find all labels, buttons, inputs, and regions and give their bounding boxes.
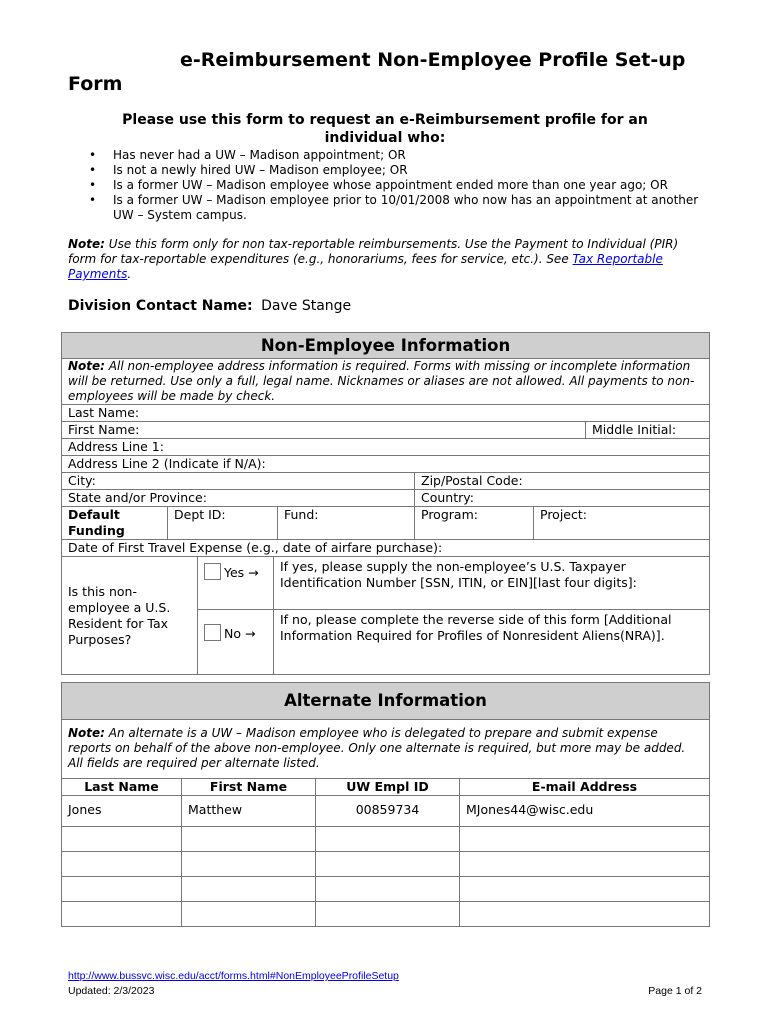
no-instructions: If no, please complete the reverse side of this form [Additional Information Required for Profiles of Nonresident Aliens(NRA)]. — [274, 610, 710, 675]
first-travel-field[interactable]: Date of First Travel Expense (e.g., date of airfare purchase): — [62, 540, 710, 557]
middle-initial-field[interactable]: Middle Initial: — [586, 422, 710, 439]
table-row — [62, 877, 710, 902]
footer-updated: Updated: 2/3/2023 — [68, 985, 155, 997]
dept-id-field[interactable]: Dept ID: — [168, 507, 278, 540]
division-contact — [68, 298, 351, 314]
alt-cell[interactable] — [62, 827, 182, 852]
alt-cell[interactable] — [460, 827, 710, 852]
col-last-name: Last Name — [62, 779, 182, 796]
table-row — [62, 902, 710, 927]
contact-label: Division Contact Name: — [68, 298, 253, 314]
state-field[interactable]: State and/or Province: — [62, 490, 415, 507]
non-employee-note — [62, 359, 710, 405]
alt-cell[interactable] — [182, 827, 316, 852]
alt-cell[interactable] — [460, 902, 710, 927]
form-title: e-Reimbursement Non-Employee Profile Set-up Form — [68, 49, 686, 95]
no-option[interactable] — [198, 610, 274, 675]
no-checkbox[interactable] — [204, 624, 221, 641]
tax-reportable-link[interactable]: Tax Reportable Payments — [68, 252, 663, 281]
alt-cell[interactable] — [182, 902, 316, 927]
col-email: E-mail Address — [460, 779, 710, 796]
col-first-name: First Name — [182, 779, 316, 796]
list-item: • Is a former UW – Madison employee prior to 10/01/2008 who now has an appointment at another UW – System campus. — [68, 193, 718, 223]
alt-cell[interactable] — [62, 877, 182, 902]
address-line-1-field[interactable]: Address Line 1: — [62, 439, 710, 456]
note-end: . — [127, 267, 132, 281]
alternate-note — [62, 720, 710, 779]
col-empl-id: UW Empl ID — [316, 779, 460, 796]
project-field[interactable]: Project: — [534, 507, 710, 540]
alt-cell[interactable] — [316, 852, 460, 877]
note-label: Note: — [68, 726, 105, 740]
no-label: No → — [224, 626, 256, 641]
table-row — [62, 796, 710, 827]
usage-note — [68, 237, 698, 282]
alt-last-name[interactable]: Jones — [62, 796, 182, 827]
yes-instructions: If yes, please supply the non-employee’s U.S. Taxpayer Identification Number [SSN, ITIN, or EIN][last four digits]: — [274, 557, 710, 610]
list-item: • Has never had a UW – Madison appointment; OR — [68, 148, 718, 163]
alternate-table — [61, 682, 710, 927]
note-label: Note: — [68, 237, 105, 251]
alt-email[interactable]: MJones44@wisc.edu — [460, 796, 710, 827]
alt-cell[interactable] — [316, 827, 460, 852]
alt-cell[interactable] — [316, 877, 460, 902]
alt-cell[interactable] — [62, 902, 182, 927]
footer-url-link[interactable]: http://www.bussvc.wisc.edu/acct/forms.html#NonEmployeeProfileSetup — [68, 970, 399, 982]
alt-first-name[interactable]: Matthew — [182, 796, 316, 827]
list-item: • Is not a newly hired UW – Madison employee; OR — [68, 163, 718, 178]
yes-label: Yes → — [224, 565, 259, 580]
page-number: Page 1 of 2 — [648, 985, 702, 997]
program-field[interactable]: Program: — [415, 507, 534, 540]
yes-checkbox[interactable] — [204, 563, 221, 580]
last-name-field[interactable]: Last Name: — [62, 405, 710, 422]
alternate-heading: Alternate Information — [62, 683, 710, 720]
alt-cell[interactable] — [460, 852, 710, 877]
eligibility-list — [68, 148, 718, 223]
non-employee-table — [61, 332, 710, 675]
note-text: An alternate is a UW – Madison employee who is delegated to prepare and submit expense reports on behalf of the above non-employee. Only one alternate is required, but more may be added. All fields are required per alternate listed. — [68, 726, 686, 770]
address-line-2-field[interactable]: Address Line 2 (Indicate if N/A): — [62, 456, 710, 473]
resident-question: Is this non-employee a U.S. Resident for Tax Purposes? — [62, 557, 198, 675]
alt-cell[interactable] — [62, 852, 182, 877]
country-field[interactable]: Country: — [415, 490, 710, 507]
alt-cell[interactable] — [460, 877, 710, 902]
fund-field[interactable]: Fund: — [278, 507, 415, 540]
alt-cell[interactable] — [316, 902, 460, 927]
note-label: Note: — [68, 359, 105, 373]
note-text: Use this form only for non tax-reportable reimbursements. Use the Payment to Individual (PIR) form for tax-reportable expenditures (e.g., honorariums, fees for service, etc.). See — [68, 237, 679, 266]
contact-value[interactable]: Dave Stange — [261, 298, 352, 314]
default-funding-label: Default Funding — [62, 507, 168, 540]
list-item: • Is a former UW – Madison employee whose appointment ended more than one year ago; OR — [68, 178, 718, 193]
zip-field[interactable]: Zip/Postal Code: — [415, 473, 710, 490]
city-field[interactable]: City: — [62, 473, 415, 490]
alt-cell[interactable] — [182, 852, 316, 877]
non-employee-heading: Non-Employee Information — [62, 333, 710, 359]
first-name-field[interactable]: First Name: — [62, 422, 586, 439]
table-row — [62, 852, 710, 877]
form-subtitle: Please use this form to request an e-Reimbursement profile for an individual who: — [122, 112, 648, 146]
alt-empl-id[interactable]: 00859734 — [316, 796, 460, 827]
alt-cell[interactable] — [182, 877, 316, 902]
table-row — [62, 827, 710, 852]
note-text: All non-employee address information is required. Forms with missing or incomplete information will be returned. Use only a full, legal name. Nicknames or aliases are not allowed. All payments to non-employees will be made by check. — [68, 359, 695, 403]
yes-option[interactable] — [198, 557, 274, 610]
